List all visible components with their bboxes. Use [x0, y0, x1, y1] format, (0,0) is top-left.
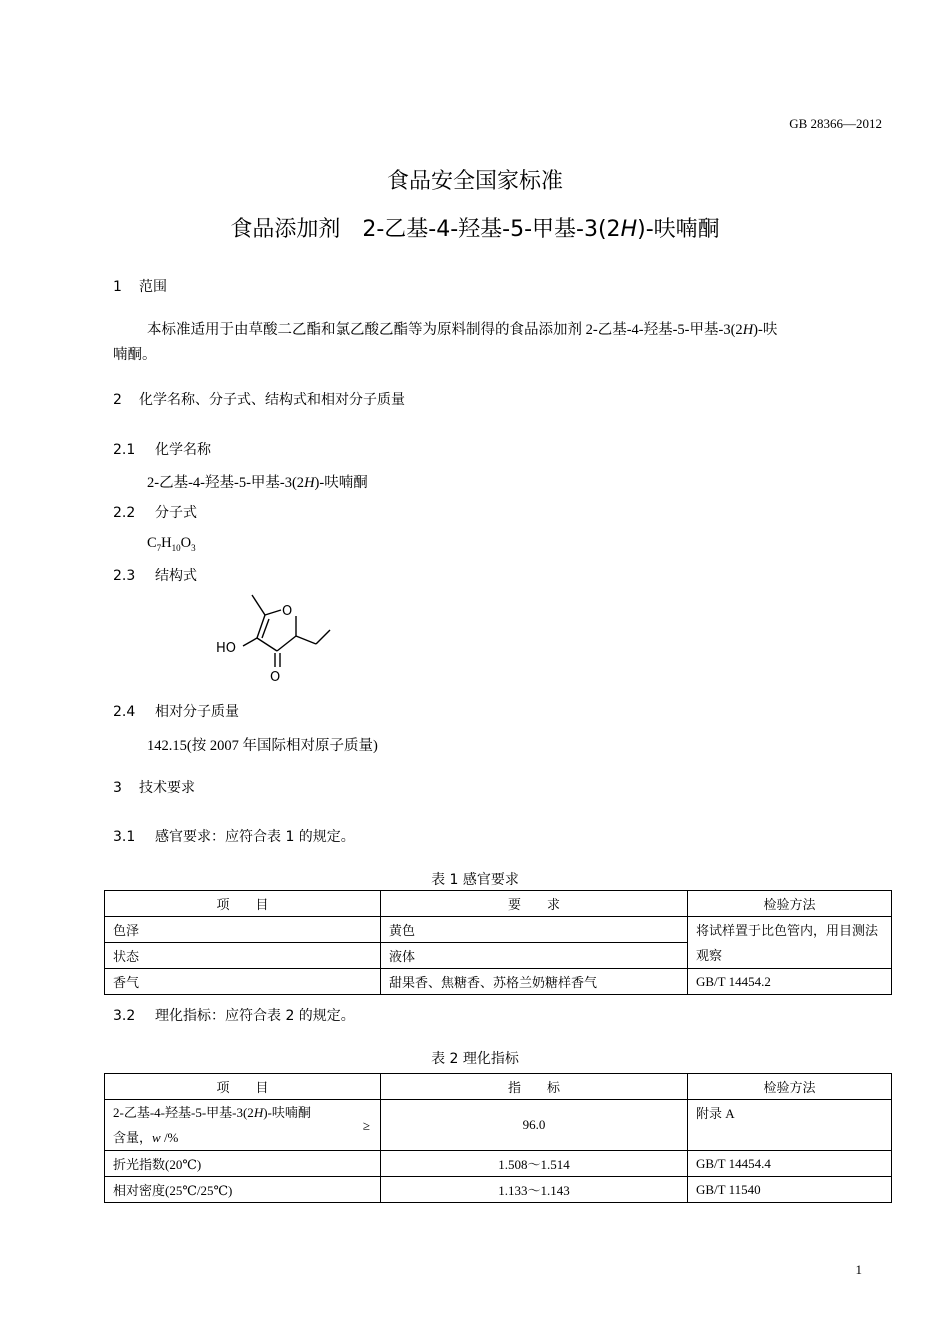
page-number: 1 — [855, 1262, 862, 1277]
requirement-cell: 黄色 — [381, 917, 688, 943]
header-cell: 指 标 — [381, 1074, 688, 1100]
methyl-bond — [252, 595, 265, 615]
item-text-end: )-呋喃酮 — [263, 1105, 311, 1120]
item-text: 2-乙基-4-羟基-5-甲基-3(2 — [113, 1105, 254, 1120]
item-cell — [105, 1100, 381, 1151]
section-3-1-heading — [113, 826, 355, 846]
scope-text-end: )-呋 — [753, 322, 778, 338]
ethyl-bond-2 — [316, 630, 330, 644]
item-cell: 相对密度(25℃/25℃) — [105, 1177, 381, 1203]
scope-italic: H — [742, 322, 754, 338]
molecular-weight: 142.15(按 2007 年国际相对原子质量) — [147, 738, 378, 754]
section-number: 2.4 — [113, 704, 136, 720]
section-3-heading — [113, 777, 195, 797]
section-title: 范围 — [139, 279, 167, 295]
molecular-formula — [147, 535, 196, 553]
section-2-1-heading — [113, 439, 211, 459]
subtitle-italic: H — [620, 217, 638, 242]
value-cell: 96.0 — [381, 1100, 688, 1151]
section-number: 3 — [113, 780, 122, 796]
section-number: 3.2 — [113, 1008, 136, 1024]
section-number: 2.3 — [113, 568, 136, 584]
formula-h-count: 10 — [171, 542, 181, 553]
table-1-caption: 表 1 感官要求 — [431, 872, 519, 888]
hydroxyl-bond — [243, 638, 257, 646]
section-1-heading — [113, 276, 167, 296]
ring-c5-o-bond — [265, 610, 281, 615]
subtitle-prefix: 食品添加剂 2-乙基-4-羟基-5-甲基-3(2 — [230, 217, 621, 242]
item-line2-end: /% — [160, 1130, 179, 1145]
hydroxyl-label: HO — [216, 641, 237, 656]
section-title: 相对分子质量 — [155, 704, 239, 720]
section-number: 2.2 — [113, 505, 136, 521]
ring-c3-c4-bond — [257, 638, 277, 651]
section-title: 化学名称 — [155, 442, 211, 458]
section-title: 分子式 — [155, 505, 197, 521]
item-line2-italic: w — [152, 1130, 161, 1145]
scope-text: 本标准适用于由草酸二乙酯和氯乙酸乙酯等为原料制得的食品添加剂 2-乙基-4-羟基-5-甲基-3(2 — [147, 322, 743, 338]
item-italic: H — [253, 1105, 264, 1120]
section-2-4-heading — [113, 701, 239, 721]
section-title: 结构式 — [155, 568, 197, 584]
section-title: 理化指标：应符合表 2 的规定。 — [155, 1008, 355, 1024]
formula-c-count: 7 — [156, 542, 162, 553]
ring-c2-c3-bond — [277, 636, 296, 651]
formula-o-count: 3 — [191, 542, 196, 553]
section-title: 化学名称、分子式、结构式和相对分子质量 — [139, 392, 405, 408]
method-cell: GB/T 14454.4 — [688, 1151, 892, 1177]
document-title: 食品安全国家标准 — [386, 169, 563, 194]
item-cell: 色泽 — [105, 917, 381, 943]
requirement-cell: 甜果香、焦糖香、苏格兰奶糖样香气 — [381, 969, 688, 995]
section-number: 2.1 — [113, 442, 136, 458]
chemical-name — [147, 471, 368, 492]
section-2-3-heading — [113, 565, 197, 585]
scope-paragraph — [113, 318, 885, 368]
section-number: 1 — [113, 279, 122, 295]
ring-oxygen-label: O — [282, 604, 293, 619]
formula-o: O — [180, 535, 192, 551]
method-cell: 附录 A — [688, 1100, 892, 1151]
keto-oxygen-label: O — [270, 670, 281, 685]
subtitle-suffix: )-呋喃酮 — [637, 217, 720, 242]
method-cell-merged: 将试样置于比色管内，用目测法观察 — [688, 917, 892, 969]
table-row — [105, 1177, 892, 1203]
table-2-caption: 表 2 理化指标 — [431, 1051, 519, 1067]
table-1-sensory — [104, 890, 892, 995]
scope-line-2: 喃酮。 — [113, 347, 157, 363]
table-row — [105, 917, 892, 943]
value-cell: 1.133～1.143 — [381, 1177, 688, 1203]
requirement-cell: 液体 — [381, 943, 688, 969]
chemical-name-italic: H — [304, 475, 315, 491]
table-header-row — [105, 891, 892, 917]
chemical-name-text: 2-乙基-4-羟基-5-甲基-3(2 — [147, 475, 305, 491]
table-row — [105, 1151, 892, 1177]
table-row — [105, 1100, 892, 1151]
item-cell: 折光指数(20℃) — [105, 1151, 381, 1177]
item-line-2 — [113, 1125, 372, 1150]
item-cell: 香气 — [105, 969, 381, 995]
section-2-heading — [113, 389, 405, 409]
section-2-2-heading — [113, 502, 197, 522]
method-cell: GB/T 11540 — [688, 1177, 892, 1203]
value-cell: 1.508～1.514 — [381, 1151, 688, 1177]
item-cell: 状态 — [105, 943, 381, 969]
method-cell: GB/T 14454.2 — [688, 969, 892, 995]
table-2-physicochemical — [104, 1073, 892, 1203]
ethyl-bond-1 — [296, 636, 316, 644]
scope-line-1 — [113, 318, 885, 343]
header-cell: 项 目 — [105, 1074, 381, 1100]
section-3-2-heading — [113, 1005, 355, 1025]
header-cell: 要 求 — [381, 891, 688, 917]
table-row — [105, 969, 892, 995]
geq-symbol: ≥ — [362, 1118, 370, 1133]
section-title: 技术要求 — [139, 780, 195, 796]
item-line-1 — [113, 1100, 372, 1125]
item-line2-text: 含量， — [113, 1130, 153, 1145]
chemical-name-end: )-呋喃酮 — [314, 475, 368, 491]
formula-h: H — [161, 535, 172, 551]
structural-formula — [200, 588, 350, 688]
standard-number: GB 28366—2012 — [789, 116, 882, 131]
header-cell: 检验方法 — [688, 891, 892, 917]
section-number: 3.1 — [113, 829, 136, 845]
header-cell: 检验方法 — [688, 1074, 892, 1100]
section-number: 2 — [113, 392, 122, 408]
section-title: 感官要求：应符合表 1 的规定。 — [155, 829, 355, 845]
formula-c: C — [147, 535, 157, 551]
header-cell: 项 目 — [105, 891, 381, 917]
document-subtitle — [0, 212, 950, 243]
table-header-row — [105, 1074, 892, 1100]
